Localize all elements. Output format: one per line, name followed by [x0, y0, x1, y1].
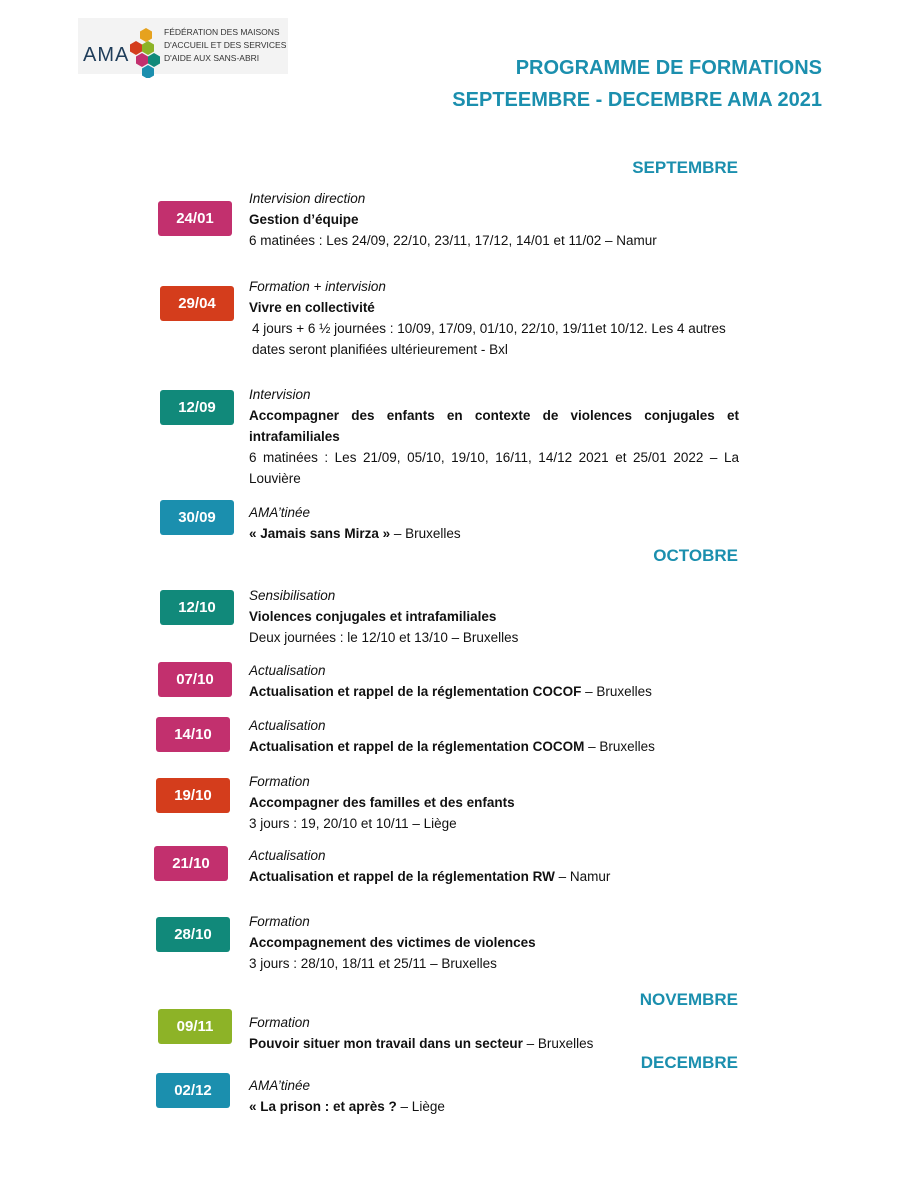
- event-category: Formation: [249, 914, 310, 929]
- event-category: Actualisation: [249, 718, 326, 733]
- event-title: Actualisation et rappel de la réglementation COCOF: [249, 684, 582, 699]
- event-title: « Jamais sans Mirza »: [249, 526, 391, 541]
- date-badge: 12/09: [160, 390, 234, 425]
- event-title: Actualisation et rappel de la réglementation RW: [249, 869, 555, 884]
- event-entry: [249, 585, 739, 648]
- event-location: – Bruxelles: [390, 526, 461, 541]
- event-location: – Liège: [396, 1099, 445, 1114]
- month-heading-september: SEPTEMBRE: [632, 158, 738, 177]
- event-location: – Bruxelles: [584, 739, 655, 754]
- event-location: – Bruxelles: [581, 684, 652, 699]
- event-title: « La prison : et après ?: [249, 1099, 397, 1114]
- month-heading-october: OCTOBRE: [653, 546, 738, 565]
- date-badge: 29/04: [160, 286, 234, 321]
- event-title: Accompagner des enfants en contexte de violences conjugales et intrafamiliales: [249, 408, 739, 444]
- event-detail: 3 jours : 28/10, 18/11 et 25/11 – Bruxelles: [249, 956, 497, 971]
- event-category: Sensibilisation: [249, 588, 336, 603]
- event-category: Actualisation: [249, 663, 326, 678]
- event-entry: [249, 384, 739, 489]
- date-badge: 07/10: [158, 662, 232, 697]
- event-location: – Bruxelles: [522, 1036, 594, 1051]
- date-badge: 12/10: [160, 590, 234, 625]
- date-badge: 14/10: [156, 717, 230, 752]
- page-title: PROGRAMME DE FORMATIONS SEPTEEMBRE - DECEMBRE AMA 2021: [452, 57, 822, 111]
- event-entry: [249, 188, 739, 251]
- event-detail: 4 jours + 6 ½ journées : 10/09, 17/09, 01/10, 22/10, 19/11et 10/12. Les 4 autres dates seront planifiées ultérieurement - Bxl: [252, 321, 726, 357]
- logo: [78, 18, 288, 74]
- event-category: Intervision direction: [249, 191, 366, 206]
- event-entry: [249, 845, 739, 887]
- event-title: Accompagnement des victimes de violences: [249, 935, 536, 950]
- event-detail: 6 matinées : Les 24/09, 22/10, 23/11, 17/12, 14/01 et 11/02 – Namur: [249, 233, 657, 248]
- event-title: Vivre en collectivité: [249, 300, 375, 315]
- date-badge: 02/12: [156, 1073, 230, 1108]
- month-heading-november: NOVEMBRE: [639, 990, 738, 1009]
- event-category: AMA’tinée: [249, 505, 311, 520]
- event-detail: 3 jours : 19, 20/10 et 10/11 – Liège: [249, 816, 457, 831]
- event-entry: [249, 911, 739, 974]
- event-category: Formation: [249, 774, 310, 789]
- event-title: Gestion d’équipe: [249, 212, 359, 227]
- event-category: Formation: [249, 1015, 310, 1030]
- event-category: AMA’tinée: [249, 1078, 311, 1093]
- event-detail: 6 matinées : Les 21/09, 05/10, 19/10, 16/11, 14/12 2021 et 25/01 2022 – La Louvière: [249, 450, 739, 486]
- event-title: Pouvoir situer mon travail dans un secteur: [249, 1036, 523, 1051]
- event-entry: [249, 1075, 739, 1117]
- date-badge: 09/11: [158, 1009, 232, 1044]
- date-badge: 24/01: [158, 201, 232, 236]
- date-badge: 28/10: [156, 917, 230, 952]
- event-entry: [249, 660, 739, 702]
- date-badge: 21/10: [154, 846, 228, 881]
- event-title: Actualisation et rappel de la réglementation COCOM: [249, 739, 585, 754]
- org-name: FÉDÉRATION DES MAISONS D'ACCUEIL ET DES SERVICES D'AIDE AUX SANS-ABRI: [164, 27, 287, 63]
- event-entry: [249, 715, 739, 757]
- event-entry: [249, 771, 739, 834]
- logo-hexagons-icon: [128, 26, 164, 78]
- event-title: Accompagner des familles et des enfants: [249, 795, 515, 810]
- event-category: Actualisation: [249, 848, 326, 863]
- event-entry: [249, 276, 739, 360]
- event-entry: [249, 1012, 739, 1054]
- event-category: Formation + intervision: [249, 279, 386, 294]
- event-category: Intervision: [249, 387, 311, 402]
- event-detail: Deux journées : le 12/10 et 13/10 – Bruxelles: [249, 630, 519, 645]
- logo-text: AMA: [83, 44, 130, 66]
- event-entry: [249, 502, 739, 544]
- event-location: – Namur: [554, 869, 611, 884]
- month-heading-december: DECEMBRE: [640, 1053, 738, 1072]
- event-title: Violences conjugales et intrafamiliales: [249, 609, 497, 624]
- date-badge: 19/10: [156, 778, 230, 813]
- date-badge: 30/09: [160, 500, 234, 535]
